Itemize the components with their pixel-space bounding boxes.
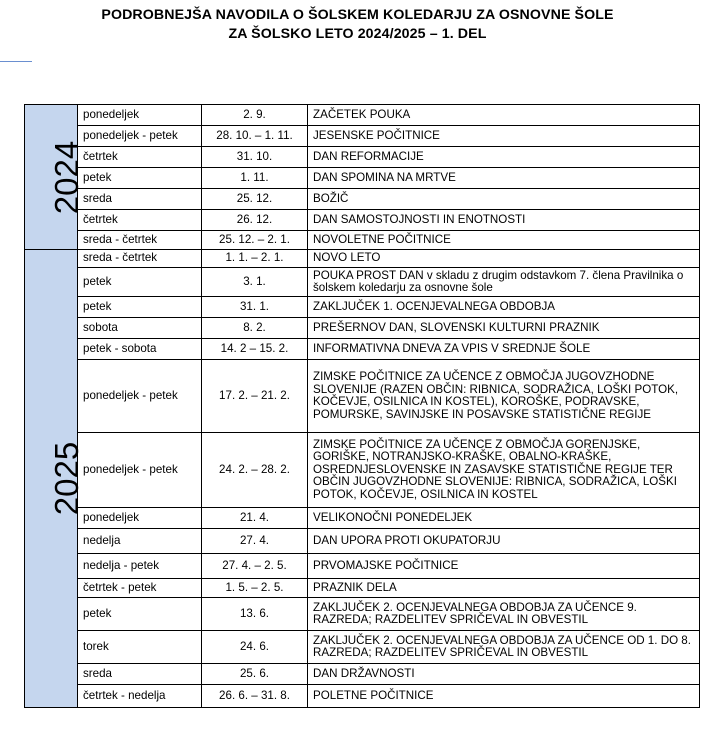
table-row: [25, 433, 700, 508]
event-cell: ZAKLJUČEK 2. OCENJEVALNEGA OBDOBJA ZA UČENCE OD 1. DO 8. RAZREDA; RAZDELITEV SPRIČEVAL IN OBVESTIL: [308, 631, 700, 664]
event-cell: DAN REFORMACIJE: [308, 147, 700, 168]
table-row: [25, 631, 700, 664]
date-cell: 21. 4.: [202, 508, 308, 529]
day-cell: sreda: [78, 189, 202, 210]
table-row: [25, 168, 700, 189]
event-cell: PREŠERNOV DAN, SLOVENSKI KULTURNI PRAZNIK: [308, 318, 700, 339]
event-cell: BOŽIČ: [308, 189, 700, 210]
day-cell: nedelja - petek: [78, 554, 202, 579]
event-cell: JESENSKE POČITNICE: [308, 126, 700, 147]
table-row: [25, 147, 700, 168]
year-cell-2025: [25, 250, 86, 708]
day-cell: petek: [78, 168, 202, 189]
day-cell: petek: [78, 268, 202, 297]
day-cell: sreda: [78, 664, 202, 685]
title-line-1: PODROBNEJŠA NAVODILA O ŠOLSKEM KOLEDARJU ZA OSNOVNE ŠOLE: [101, 7, 614, 23]
date-cell: 14. 2 – 15. 2.: [202, 339, 308, 360]
date-cell: 25. 12. – 2. 1.: [202, 231, 308, 250]
table-row: [25, 105, 700, 126]
day-cell: torek: [78, 631, 202, 664]
event-cell: PRVOMAJSKE POČITNICE: [308, 554, 700, 579]
day-cell: nedelja: [78, 529, 202, 554]
date-cell: 31. 10.: [202, 147, 308, 168]
day-cell: četrtek - petek: [78, 579, 202, 598]
date-cell: 25. 12.: [202, 189, 308, 210]
event-cell: POUKA PROST DAN v skladu z drugim odstavkom 7. člena Pravilnika o šolskem koledarju za osnovne šole: [308, 268, 700, 297]
year-label: 2024: [48, 140, 86, 214]
year-cell-2024: [25, 105, 86, 250]
date-cell: 1. 1. – 2. 1.: [202, 250, 308, 268]
document-title: [0, 6, 715, 44]
day-cell: ponedeljek - petek: [78, 433, 202, 508]
day-cell: ponedeljek - petek: [78, 360, 202, 433]
event-cell: ZAKLJUČEK 2. OCENJEVALNEGA OBDOBJA ZA UČENCE 9. RAZREDA; RAZDELITEV SPRIČEVAL IN OBVESTIL: [308, 598, 700, 631]
event-cell: ZIMSKE POČITNICE ZA UČENCE Z OBMOČJA JUGOVZHODNE SLOVENIJE (RAZEN OBČIN: RIBNICA, SODRAŽICA, LOŠKI POTOK, KOČEVJE, OSILNICA IN KOSTEL), KOROŠKE, PODRAVSKE, POMURSKE, SAVINJSKE IN POSAVSKE STATISTIČNE REGIJE: [308, 360, 700, 433]
table-row: [25, 268, 700, 297]
title-line-2: ZA ŠOLSKO LETO 2024/2025 – 1. DEL: [228, 26, 487, 42]
date-cell: 17. 2. – 21. 2.: [202, 360, 308, 433]
year-label: 2025: [48, 441, 86, 516]
date-cell: 2. 9.: [202, 105, 308, 126]
calendar-table: [24, 104, 700, 708]
date-cell: 24. 2. – 28. 2.: [202, 433, 308, 508]
date-cell: 26. 12.: [202, 210, 308, 231]
table-row: [25, 297, 700, 318]
event-cell: ZAKLJUČEK 1. OCENJEVALNEGA OBDOBJA: [308, 297, 700, 318]
table-row: [25, 508, 700, 529]
date-cell: 1. 5. – 2. 5.: [202, 579, 308, 598]
day-cell: sreda - četrtek: [78, 231, 202, 250]
event-cell: ZAČETEK POUKA: [308, 105, 700, 126]
date-cell: 1. 11.: [202, 168, 308, 189]
table-row: [25, 579, 700, 598]
date-cell: 24. 6.: [202, 631, 308, 664]
table-row: [25, 231, 700, 250]
day-cell: ponedeljek - petek: [78, 126, 202, 147]
event-cell: INFORMATIVNA DNEVA ZA VPIS V SREDNJE ŠOLE: [308, 339, 700, 360]
day-cell: ponedeljek: [78, 508, 202, 529]
day-cell: četrtek: [78, 210, 202, 231]
day-cell: petek - sobota: [78, 339, 202, 360]
event-cell: POLETNE POČITNICE: [308, 685, 700, 708]
event-cell: VELIKONOČNI PONEDELJEK: [308, 508, 700, 529]
event-cell: DAN SAMOSTOJNOSTI IN ENOTNOSTI: [308, 210, 700, 231]
date-cell: 31. 1.: [202, 297, 308, 318]
event-cell: ZIMSKE POČITNICE ZA UČENCE Z OBMOČJA GORENJSKE, GORIŠKE, NOTRANJSKO-KRAŠKE, OBALNO-KRAŠKE, OSREDNJESLOVENSKE IN ZASAVSKE STATISTIČNE REGIJE TER OBČIN JUGOVZHODNE SLOVENIJE: RIBNICA, SODRAŽICA, LOŠKI POTOK, KOČEVJE, OSILNICA IN KOSTEL: [308, 433, 700, 508]
day-cell: ponedeljek: [78, 105, 202, 126]
table-row: [25, 339, 700, 360]
table-row: [25, 529, 700, 554]
table-row: [25, 210, 700, 231]
date-cell: 27. 4. – 2. 5.: [202, 554, 308, 579]
table-row: [25, 360, 700, 433]
day-cell: petek: [78, 598, 202, 631]
table-row: [25, 126, 700, 147]
date-cell: 25. 6.: [202, 664, 308, 685]
event-cell: NOVO LETO: [308, 250, 700, 268]
event-cell: DAN UPORA PROTI OKUPATORJU: [308, 529, 700, 554]
table-row: [25, 554, 700, 579]
date-cell: 27. 4.: [202, 529, 308, 554]
calendar-body: [25, 105, 700, 708]
accent-line: [0, 61, 32, 62]
day-cell: petek: [78, 297, 202, 318]
table-row: [25, 664, 700, 685]
event-cell: DAN DRŽAVNOSTI: [308, 664, 700, 685]
day-cell: četrtek - nedelja: [78, 685, 202, 708]
table-row: [25, 318, 700, 339]
table-row: [25, 598, 700, 631]
event-cell: NOVOLETNE POČITNICE: [308, 231, 700, 250]
event-cell: DAN SPOMINA NA MRTVE: [308, 168, 700, 189]
day-cell: četrtek: [78, 147, 202, 168]
day-cell: sobota: [78, 318, 202, 339]
date-cell: 26. 6. – 31. 8.: [202, 685, 308, 708]
table-row: [25, 189, 700, 210]
table-row: [25, 685, 700, 708]
date-cell: 3. 1.: [202, 268, 308, 297]
event-cell: PRAZNIK DELA: [308, 579, 700, 598]
date-cell: 8. 2.: [202, 318, 308, 339]
date-cell: 28. 10. – 1. 11.: [202, 126, 308, 147]
day-cell: sreda - četrtek: [78, 250, 202, 268]
table-row: [25, 250, 700, 268]
date-cell: 13. 6.: [202, 598, 308, 631]
